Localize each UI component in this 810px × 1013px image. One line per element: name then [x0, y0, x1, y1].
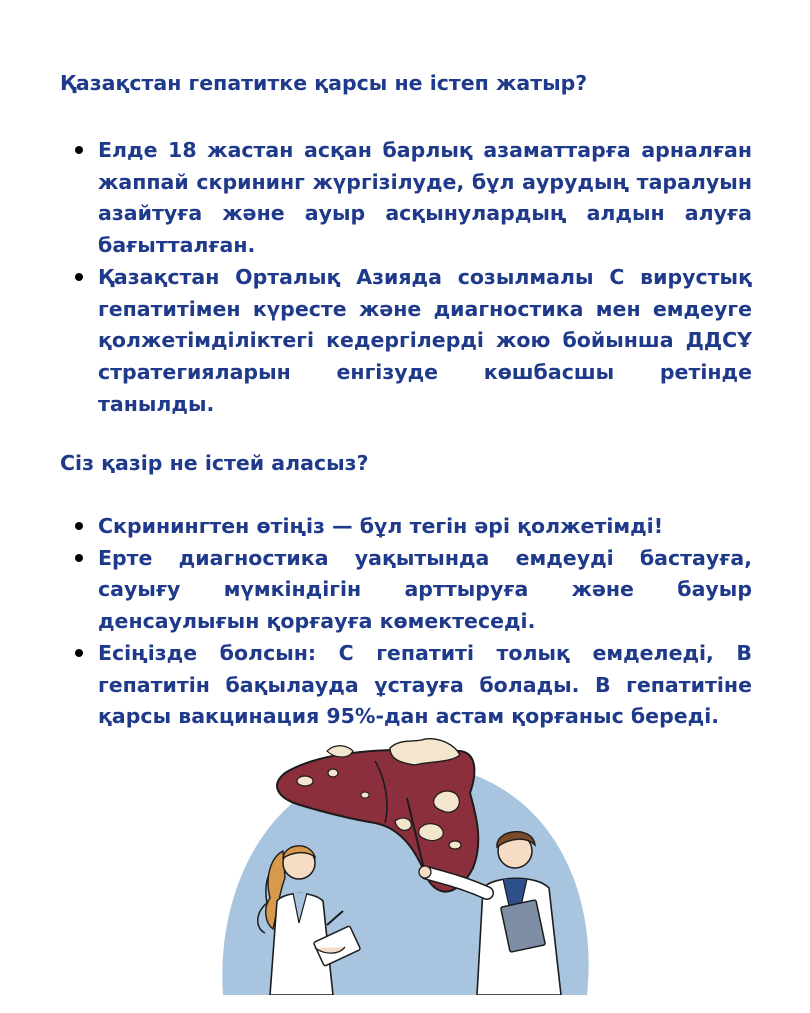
bullet-list-actions [60, 511, 752, 733]
bullet-icon [75, 273, 83, 281]
list-item-text: Елде 18 жастан асқан барлық азаматтарға арналған жаппай скрининг жүргізілуде, бұл аурудың таралуын азайтуға және ауыр асқынулардың алдын алуға бағытталған. [98, 138, 752, 258]
bullet-icon [75, 649, 83, 657]
list-item [60, 135, 752, 262]
section-heading: Сіз қазір не істей аласыз? [60, 451, 369, 475]
list-item-text: Ерте диагностика уақытында емдеуді бастауға, сауығу мүмкіндігін арттыруға және бауыр денсаулығын қорғауға көмектеседі. [98, 545, 752, 634]
list-item-text: Қазақстан Орталық Азияда созылмалы С вирустық гепатитімен күресте және диагностика мен емдеуге қолжетімділіктегі кедергілерді жою бойынша ДДСҰ стратегияларын енгізуде көшбасшы ретінде танылды. [98, 264, 752, 416]
list-item [60, 511, 752, 543]
bullet-icon [75, 554, 83, 562]
list-item-text: Скринингтен өтіңіз — бұл тегін әрі қолжетімді! [98, 514, 664, 538]
list-item [60, 262, 752, 421]
page-title: Қазақстан гепатитке қарсы не істеп жатыр? [60, 71, 588, 95]
list-item [60, 638, 752, 733]
bullet-icon [75, 522, 83, 530]
list-item [60, 543, 752, 638]
liver-doctors-illustration [215, 733, 595, 995]
bullet-list-kazakhstan [60, 135, 752, 420]
list-item-text: Есіңізде болсын: С гепатиті толық емделеді, В гепатитін бақылауда ұстауға болады. В гепатитіне қарсы вакцинация 95%-дан астам қорғаныс береді. [98, 640, 752, 729]
bullet-icon [75, 146, 83, 154]
